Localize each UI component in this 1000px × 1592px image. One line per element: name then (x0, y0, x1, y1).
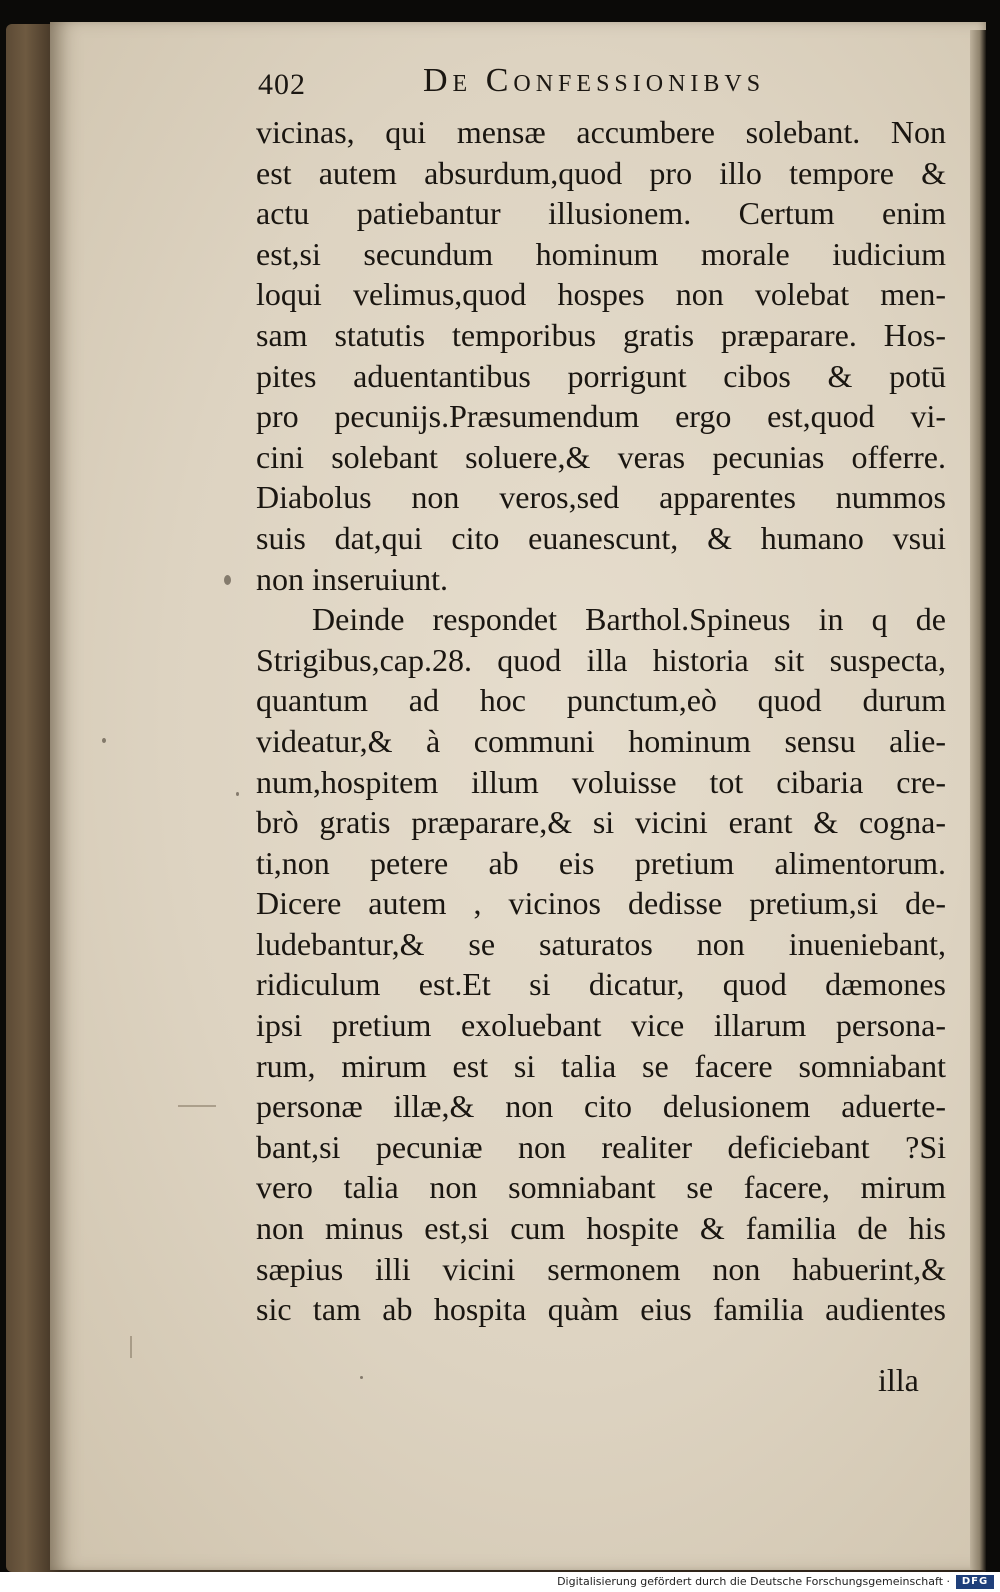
text-line: quantum ad hoc punctum,eò quod durum (256, 682, 946, 719)
funding-credit: Digitalisierung gefördert durch die Deutsche Forschungsgemeinschaft · (557, 1575, 950, 1588)
paper-speck (224, 575, 231, 585)
text-line: ludebantur,& se saturatos non inueniebant, (256, 925, 946, 962)
body-text (256, 112, 946, 1330)
text-line: num,hospitem illum voluisse tot cibaria cre- (256, 763, 946, 800)
text-line: bant,si pecuniæ non realiter deficiebant ?Si (256, 1128, 946, 1165)
dfg-logo: DFG (956, 1575, 994, 1589)
text-line: Diabolus non veros,sed apparentes nummos (256, 479, 946, 516)
text-line: Deinde respondet Barthol.Spineus in q de (312, 601, 946, 638)
running-head (258, 62, 878, 112)
text-line: Dicere autem , vicinos dedisse pretium,si de- (256, 885, 946, 922)
text-line: vicinas, qui mensæ accumbere solebant. Non (256, 114, 946, 150)
footer-bar (0, 1572, 1000, 1592)
text-line: est,si secundum hominum morale iudicium (256, 235, 946, 272)
text-line: non inseruiunt. (256, 560, 448, 597)
text-line: pites aduentantibus porrigunt cibos & potū (256, 357, 946, 394)
text-line: ridiculum est.Et si dicatur, quod dæmones (256, 966, 946, 1003)
paper-mark (130, 1336, 132, 1358)
text-line: actu patiebantur illusionem. Certum enim (256, 195, 946, 232)
text-line: Strigibus,cap.28. quod illa historia sit suspecta, (256, 641, 946, 678)
text-line: brò gratis præparare,& si vicini erant & cogna- (256, 804, 946, 841)
text-line: vero talia non somniabant se facere, mirum (256, 1169, 946, 1206)
text-line: ipsi pretium exoluebant vice illarum persona- (256, 1007, 946, 1044)
text-line: rum, mirum est si talia se facere somniabant (256, 1047, 946, 1084)
text-line: videatur,& à communi hominum sensu alie- (256, 722, 946, 759)
running-title: De Confessionibvs (423, 62, 766, 99)
text-line: sam statutis temporibus gratis præparare. Hos- (256, 316, 946, 353)
text-line: non minus est,si cum hospite & familia de his (256, 1210, 946, 1247)
text-line: cini solebant soluere,& veras pecunias offerre. (256, 438, 946, 475)
paper-speck (102, 738, 106, 743)
text-line: loqui velimus,quod hospes non volebat men- (256, 276, 946, 313)
text-line: suis dat,qui cito euanescunt, & humano vsui (256, 519, 946, 556)
page-fore-edge (970, 30, 986, 1570)
text-line: est autem absurdum,quod pro illo tempore & (256, 154, 946, 191)
catchword: illa (878, 1362, 919, 1398)
text-line: sic tam ab hospita quàm eius familia audientes (256, 1291, 946, 1328)
page-number: 402 (258, 68, 306, 101)
text-line: personæ illæ,& non cito delusionem aduerte- (256, 1088, 946, 1125)
paper-speck (236, 792, 239, 796)
paper-speck (360, 1376, 363, 1379)
paper-mark (178, 1105, 216, 1107)
text-line: ti,non petere ab eis pretium alimentorum. (256, 844, 946, 881)
text-line: pro pecunijs.Præsumendum ergo est,quod vi- (256, 398, 946, 435)
text-line: sæpius illi vicini sermonem non habuerint,& (256, 1250, 946, 1287)
